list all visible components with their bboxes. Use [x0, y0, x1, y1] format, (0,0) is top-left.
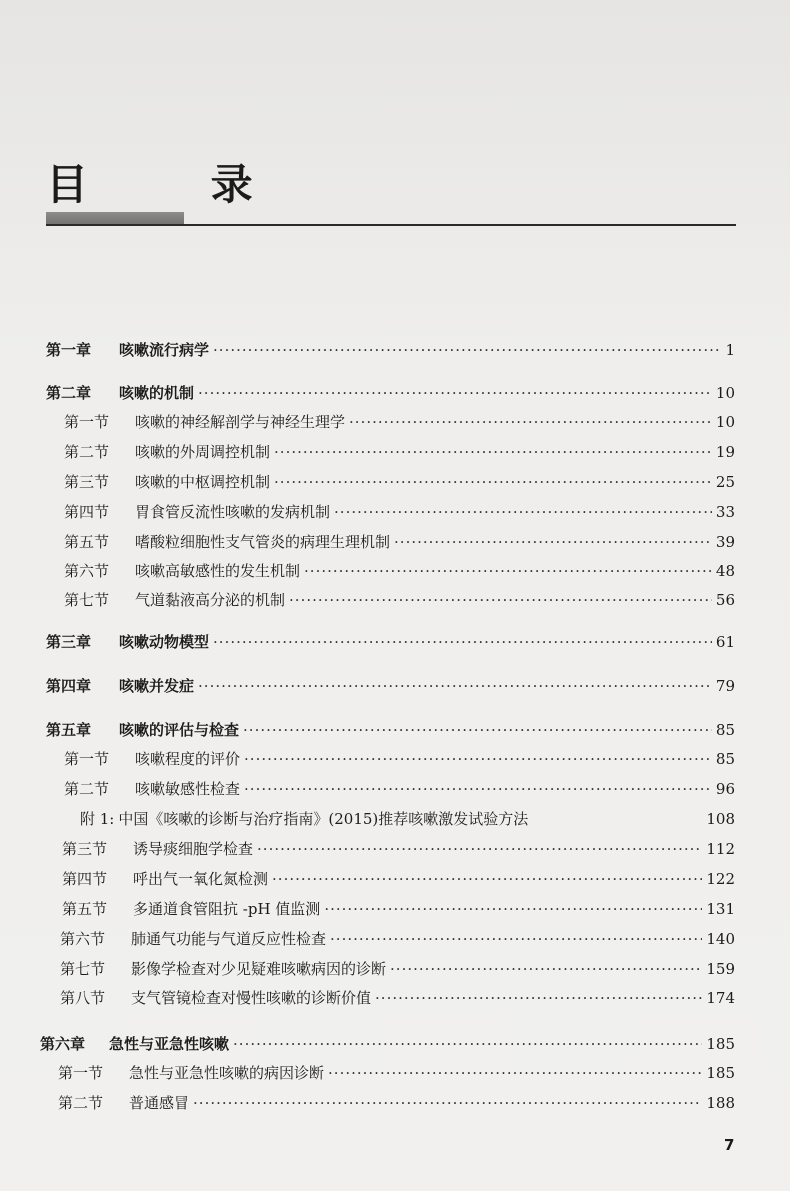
toc-entry-label: 第八节 [60, 989, 106, 1007]
toc-entry-page: 79 [715, 677, 735, 695]
toc-entry-title: 咳嗽流行病学 [119, 341, 210, 359]
toc-entry-title: 咳嗽的机制 [119, 384, 195, 402]
toc-leader-dots [274, 472, 712, 492]
toc-entry-title: 咳嗽的神经解剖学与神经生理学 [135, 413, 346, 431]
toc-entry-label: 第三章 [46, 633, 92, 651]
toc-leader-dots [349, 412, 712, 432]
toc-leader-dots [274, 442, 712, 462]
toc-entry-label: 附 1: [80, 810, 115, 828]
toc-leader-dots [375, 988, 702, 1008]
toc-entry-label: 第四章 [46, 677, 92, 695]
toc-entry-label: 第四节 [62, 870, 108, 888]
toc-leader-dots [244, 749, 712, 769]
toc-entry-title: 胃食管反流性咳嗽的发病机制 [135, 503, 331, 521]
toc-entry-page: 188 [706, 1094, 735, 1112]
toc-section-entry[interactable] [62, 839, 735, 859]
toc-entry-title: 诱导痰细胞学检查 [133, 840, 254, 858]
toc-entry-page: 56 [715, 591, 735, 609]
toc-entry-label: 第二节 [64, 443, 110, 461]
toc-entry-page: 85 [715, 721, 735, 739]
toc-section-entry[interactable] [64, 502, 735, 522]
toc-chapter-entry[interactable] [40, 1034, 735, 1054]
toc-section-entry[interactable] [62, 899, 735, 919]
toc-chapter-entry[interactable] [46, 720, 735, 740]
toc-entry-title: 呼出气一氧化氮检测 [133, 870, 269, 888]
toc-entry-label: 第二章 [46, 384, 92, 402]
page-title: 目 录 [46, 160, 307, 209]
toc-entry-title: 嗜酸粒细胞性支气管炎的病理生理机制 [135, 533, 391, 551]
toc-entry-title: 咳嗽动物模型 [119, 633, 210, 651]
toc-entry-page: 19 [715, 443, 735, 461]
toc-entry-label: 第一节 [58, 1064, 104, 1082]
toc-entry-label: 第二节 [58, 1094, 104, 1112]
toc-leader-dots [257, 839, 702, 859]
toc-entry-title: 急性与亚急性咳嗽 [109, 1035, 230, 1053]
toc-entry-title: 咳嗽的评估与检查 [119, 721, 240, 739]
toc-entry-title: 影像学检查对少见疑难咳嗽病因的诊断 [131, 960, 387, 978]
toc-section-entry[interactable] [64, 749, 735, 769]
toc-leader-dots [233, 1034, 702, 1054]
toc-entry-label: 第六节 [64, 562, 110, 580]
toc-entry-page: 48 [715, 562, 735, 580]
toc-leader-dots [198, 676, 712, 696]
toc-section-entry[interactable] [64, 472, 735, 492]
toc-entry-page: 85 [715, 750, 735, 768]
page-number: 7 [724, 1136, 735, 1154]
toc-entry-title: 急性与亚急性咳嗽的病因诊断 [129, 1064, 325, 1082]
toc-entry-title: 咳嗽程度的评价 [135, 750, 241, 768]
toc-chapter-entry[interactable] [46, 340, 735, 360]
toc-entry-label: 第六章 [40, 1035, 86, 1053]
toc-entry-label: 第三节 [64, 473, 110, 491]
toc-entry-title: 咳嗽高敏感性的发生机制 [135, 562, 301, 580]
toc-entry-title: 肺通气功能与气道反应性检查 [131, 930, 327, 948]
toc-section-entry[interactable] [60, 988, 735, 1008]
toc-entry-title: 中国《咳嗽的诊断与治疗指南》(2015)推荐咳嗽激发试验方法 [118, 810, 529, 828]
toc-leader-dots [304, 561, 712, 581]
toc-entry-title: 多通道食管阻抗 -pH 值监测 [133, 900, 321, 918]
toc-section-entry[interactable] [60, 959, 735, 979]
toc-entry-label: 第五节 [64, 533, 110, 551]
toc-entry-label: 第六节 [60, 930, 106, 948]
toc-section-entry[interactable] [60, 929, 735, 949]
toc-entry-title: 咳嗽的外周调控机制 [135, 443, 271, 461]
toc-entry-page: 39 [715, 533, 735, 551]
toc-entry-page: 112 [706, 840, 735, 858]
toc-leader-dots [193, 1093, 702, 1113]
toc-section-entry[interactable] [64, 590, 735, 610]
toc-entry-page: 185 [706, 1064, 735, 1082]
toc-entry-page: 96 [715, 780, 735, 798]
toc-leader-dots [244, 779, 712, 799]
toc-leader-dots [330, 929, 702, 949]
toc-leader-dots [324, 899, 702, 919]
toc-entry-title: 咳嗽敏感性检查 [135, 780, 241, 798]
toc-entry-page: 140 [706, 930, 735, 948]
toc-entry-page: 61 [715, 633, 735, 651]
toc-entry-page: 10 [715, 384, 735, 402]
toc-entry-title: 咳嗽并发症 [119, 677, 195, 695]
toc-entry-label: 第三节 [62, 840, 108, 858]
toc-entry-page: 131 [706, 900, 735, 918]
toc-entry-label: 第五节 [62, 900, 108, 918]
toc-entry-page: 108 [706, 810, 735, 828]
toc-entry-title: 普通感冒 [129, 1094, 190, 1112]
toc-leader-dots [243, 720, 712, 740]
toc-entry-label: 第四节 [64, 503, 110, 521]
toc-section-entry[interactable] [64, 561, 735, 581]
toc-entry-page: 10 [715, 413, 735, 431]
toc-leader-dots [213, 632, 712, 652]
toc-chapter-entry[interactable] [46, 383, 735, 403]
toc-leader-dots [394, 532, 712, 552]
toc-entry-label: 第一节 [64, 413, 110, 431]
toc-entry-label: 第七节 [60, 960, 106, 978]
toc-entry-page: 174 [706, 989, 735, 1007]
toc-section-entry[interactable] [64, 779, 735, 799]
toc-chapter-entry[interactable] [46, 632, 735, 652]
toc-leader-dots [213, 340, 721, 360]
toc-section-entry[interactable] [58, 1063, 735, 1083]
toc-leader-dots [334, 502, 712, 522]
toc-section-entry[interactable] [64, 532, 735, 552]
toc-entry-page: 25 [715, 473, 735, 491]
toc-leader-dots [198, 383, 712, 403]
toc-appendix-entry[interactable] [80, 809, 735, 829]
toc-entry-page: 122 [706, 870, 735, 888]
toc-entry-label: 第一节 [64, 750, 110, 768]
toc-leader-dots [272, 869, 702, 889]
toc-section-entry[interactable] [64, 442, 735, 462]
toc-entry-page: 159 [706, 960, 735, 978]
toc-chapter-entry[interactable] [46, 676, 735, 696]
toc-entry-title: 支气管镜检查对慢性咳嗽的诊断价值 [131, 989, 372, 1007]
toc-entry-label: 第一章 [46, 341, 92, 359]
toc-leader-dots [390, 959, 702, 979]
toc-leader-dots [328, 1063, 702, 1083]
toc-entry-title: 气道黏液高分泌的机制 [135, 591, 286, 609]
toc-leader-dots [289, 590, 712, 610]
toc-entry-page: 185 [706, 1035, 735, 1053]
toc-entry-title: 咳嗽的中枢调控机制 [135, 473, 271, 491]
toc-entry-label: 第七节 [64, 591, 110, 609]
toc-entry-label: 第五章 [46, 721, 92, 739]
toc-entry-page: 33 [715, 503, 735, 521]
toc-entry-page: 1 [725, 341, 735, 359]
toc-section-entry[interactable] [62, 869, 735, 889]
toc-section-entry[interactable] [64, 412, 735, 432]
toc-entry-label: 第二节 [64, 780, 110, 798]
toc-section-entry[interactable] [58, 1093, 735, 1113]
